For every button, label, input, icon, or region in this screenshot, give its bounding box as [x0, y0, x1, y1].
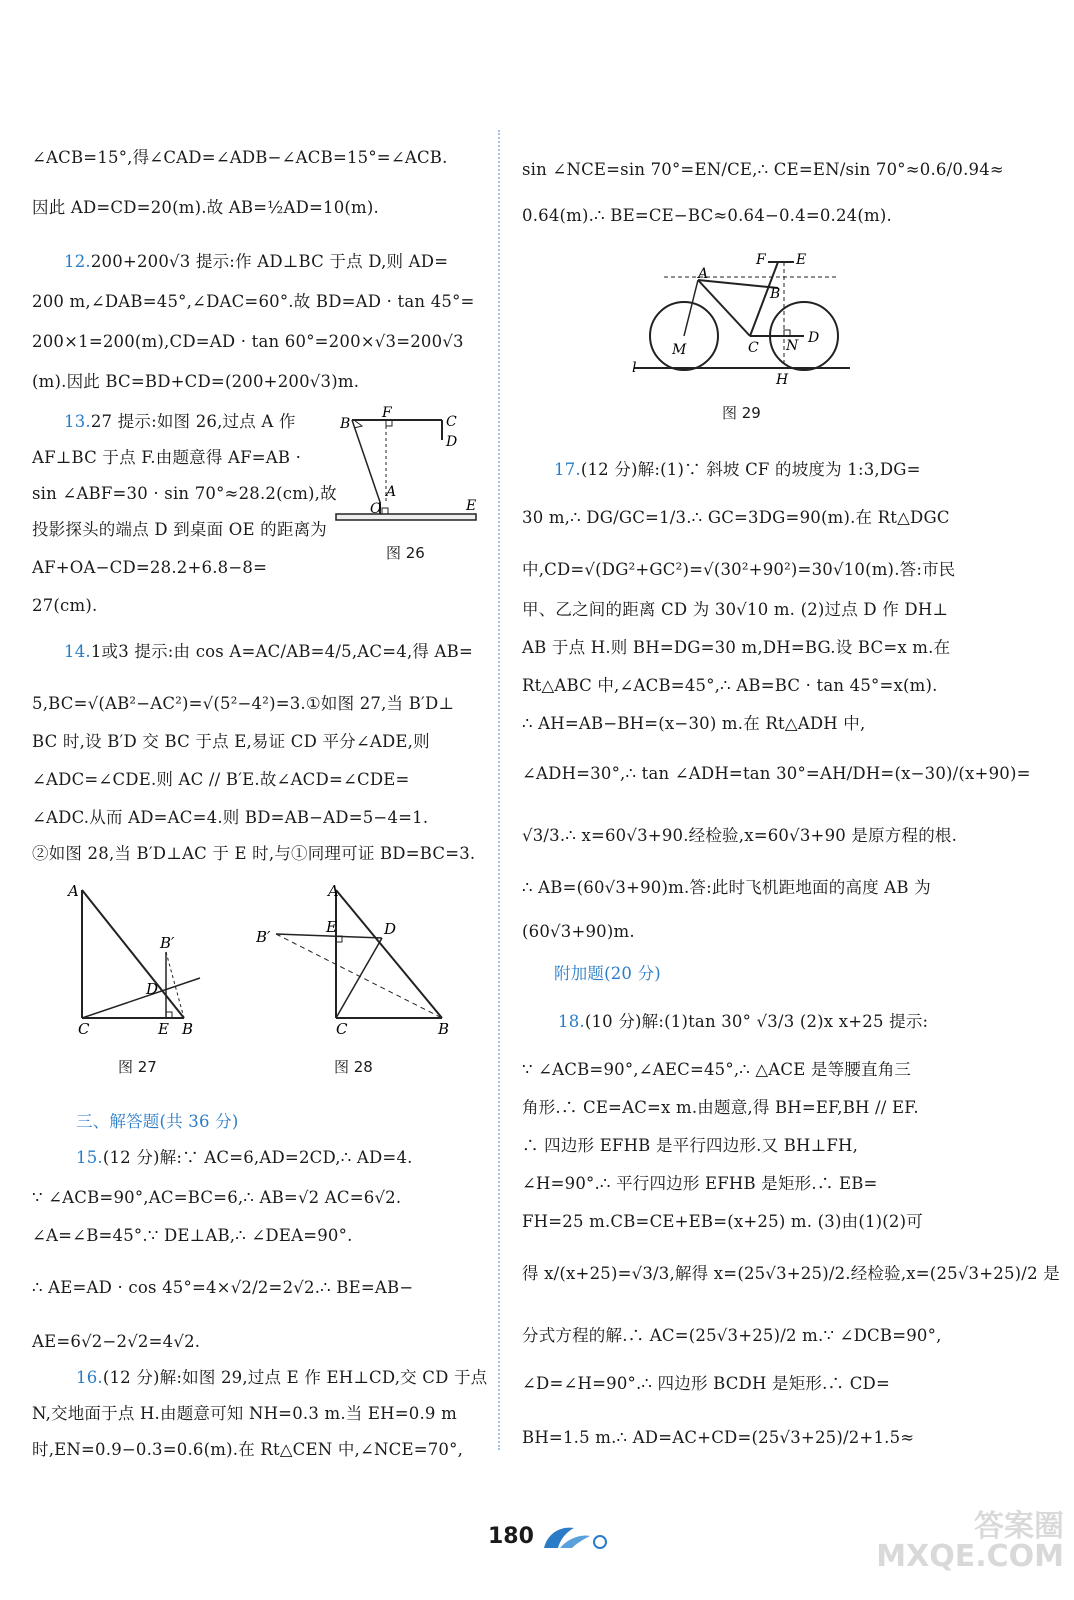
label-B-prime: B′	[160, 934, 175, 952]
text-line: ∠A=∠B=45°.∵ DE⊥AB,∴ ∠DEA=90°.	[32, 1226, 353, 1245]
label-D: D	[384, 920, 397, 938]
label-A: A	[68, 882, 79, 900]
text-line: ∠ADC.从而 AD=AC=4.则 BD=AB−AD=5−4=1.	[32, 808, 429, 827]
text-line: AF+OA−CD=28.2+6.8−8=	[32, 558, 268, 577]
text-line: (12 分)解:(1)∵ 斜坡 CF 的坡度为 1:3,DG=	[580, 460, 921, 479]
text-line: N,交地面于点 H.由题意可知 NH=0.3 m.当 EH=0.9 m	[32, 1404, 457, 1423]
problem-number: 12.	[64, 252, 91, 271]
text-line: 200 m,∠DAB=45°,∠DAC=60°.故 BD=AD · tan 45°=	[32, 292, 475, 311]
text-line: 0.64(m).∴ BE=CE−BC≈0.64−0.4=0.24(m).	[522, 206, 892, 225]
label-M: M	[672, 342, 687, 358]
section-title: 三、解答题(共 36 分)	[76, 1112, 239, 1131]
label-H: H	[776, 372, 789, 388]
problem-12	[64, 250, 448, 274]
text-line: ∴ AB=(60√3+90)m.答:此时飞机距地面的高度 AB 为	[522, 878, 931, 897]
text-line: 200×1=200(m),CD=AD · tan 60°=200×√3=200√3	[32, 332, 464, 351]
text-line: 5,BC=√(AB²−AC²)=√(5²−4²)=3.①如图 27,当 B′D⊥	[32, 694, 455, 713]
label-A: A	[698, 266, 709, 282]
text-line: 时,EN=0.9−0.3=0.6(m).在 Rt△CEN 中,∠NCE=70°,	[32, 1440, 464, 1459]
label-A: A	[328, 882, 339, 900]
text-line: 角形.∴ CE=AC=x m.由题意,得 BH=EF,BH // EF.	[522, 1098, 919, 1117]
column-divider	[498, 130, 500, 1450]
label-C: C	[748, 340, 759, 356]
caption-fig26: 图 26	[386, 544, 425, 562]
text-line: AE=6√2−2√2=4√2.	[32, 1332, 201, 1351]
text-line: sin ∠ABF=30 · sin 70°≈28.2(cm),故	[32, 484, 337, 503]
text-line: 27(cm).	[32, 596, 98, 615]
problem-number: 14.	[64, 642, 91, 661]
label-B-prime: B′	[256, 928, 271, 946]
problem-number: 17.	[554, 460, 581, 479]
text-line: sin ∠NCE=sin 70°=EN/CE,∴ CE=EN/sin 70°≈0.6/0.94≈	[522, 160, 1004, 179]
label-B: B	[770, 286, 781, 302]
label-F: F	[756, 252, 766, 268]
figure-29	[628, 244, 858, 390]
leaf-decoration-icon	[538, 1522, 614, 1552]
text-line: ∠ACB=15°,得∠CAD=∠ADB−∠ACB=15°=∠ACB.	[32, 148, 448, 167]
label-B: B	[340, 416, 351, 432]
text-line: 1或3 提示:由 cos A=AC/AB=4/5,AC=4,得 AB=	[90, 642, 474, 661]
caption-fig29: 图 29	[722, 404, 761, 422]
text-line: ∠ADH=30°,∴ tan ∠ADH=tan 30°=AH/DH=(x−30)/(x+90)=	[522, 764, 1031, 783]
text-line: 得 x/(x+25)=√3/3,解得 x=(25√3+25)/2.经检验,x=(25√3+25)/2 是	[522, 1264, 1060, 1283]
text-line: (12 分)解:如图 29,过点 E 作 EH⊥CD,交 CD 于点	[102, 1368, 488, 1387]
text-line: BC 时,设 B′D 交 BC 于点 E,易证 CD 平分∠ADE,则	[32, 732, 430, 751]
text-line: BH=1.5 m.∴ AD=AC+CD=(25√3+25)/2+1.5≈	[522, 1428, 915, 1447]
label-E: E	[158, 1020, 169, 1036]
text-line: (10 分)解:(1)tan 30° √3/3 (2)x x+25 提示:	[584, 1012, 929, 1031]
text-line: 200+200√3 提示:作 AD⊥BC 于点 D,则 AD=	[90, 252, 449, 271]
problem-number: 18.	[558, 1012, 585, 1031]
text-line: ∵ ∠ACB=90°,AC=BC=6,∴ AB=√2 AC=6√2.	[32, 1188, 402, 1207]
page-number: 180	[488, 1524, 534, 1549]
text-line: ∵ ∠ACB=90°,∠AEC=45°,∴ △ACE 是等腰直角三	[522, 1060, 912, 1079]
text-line: ②如图 28,当 B′D⊥AC 于 E 时,与①同理可证 BD=BC=3.	[32, 844, 476, 863]
watermark: 答案圈 MXQE.COM	[876, 1509, 1064, 1574]
label-O: O	[370, 501, 382, 517]
label-F: F	[382, 406, 392, 421]
extra-section-title: 附加题(20 分)	[554, 964, 661, 983]
label-D: D	[146, 980, 159, 998]
text-line: ∠D=∠H=90°.∴ 四边形 BCDH 是矩形.∴ CD=	[522, 1374, 890, 1393]
figure-26	[330, 406, 480, 534]
text-line: (12 分)解:∵ AC=6,AD=2CD,∴ AD=4.	[102, 1148, 413, 1167]
text-line: 因此 AD=CD=20(m).故 AB=½AD=10(m).	[32, 198, 379, 217]
problem-number: 15.	[76, 1148, 103, 1167]
problem-number: 13.	[64, 412, 91, 431]
label-C: C	[336, 1020, 348, 1036]
label-E: E	[466, 498, 477, 514]
problem-17	[554, 458, 921, 482]
text-line: ∠ADC=∠CDE.则 AC // B′E.故∠ACD=∠CDE=	[32, 770, 410, 789]
figure-28	[256, 876, 456, 1036]
label-E: E	[796, 252, 807, 268]
text-line: √3/3.∴ x=60√3+90.经检验,x=60√3+90 是原方程的根.	[522, 826, 958, 845]
caption-fig28: 图 28	[334, 1058, 373, 1076]
label-C: C	[78, 1020, 90, 1036]
label-D: D	[446, 434, 458, 450]
label-A: A	[386, 484, 397, 500]
text-line: 中,CD=√(DG²+GC²)=√(30²+90²)=30√10(m).答:市民	[522, 560, 956, 579]
label-E: E	[326, 918, 337, 936]
problem-15	[76, 1146, 413, 1170]
problem-18	[558, 1010, 928, 1034]
label-C: C	[446, 414, 457, 430]
text-line: ∴ AE=AD · cos 45°=4×√2/2=2√2.∴ BE=AB−	[32, 1278, 414, 1297]
figure-27	[60, 876, 220, 1036]
text-line: 甲、乙之间的距离 CD 为 30√10 m. (2)过点 D 作 DH⊥	[522, 600, 949, 619]
problem-13	[64, 410, 296, 434]
label-l: l	[632, 360, 637, 376]
text-line: 27 提示:如图 26,过点 A 作	[90, 412, 296, 431]
text-line: 30 m,∴ DG/GC=1/3.∴ GC=3DG=90(m).在 Rt△DGC	[522, 508, 950, 527]
label-B: B	[438, 1020, 450, 1036]
problem-16	[76, 1366, 487, 1390]
label-B: B	[182, 1020, 194, 1036]
text-line: 分式方程的解.∴ AC=(25√3+25)/2 m.∵ ∠DCB=90°,	[522, 1326, 942, 1345]
text-line: ∠H=90°.∴ 平行四边形 EFHB 是矩形.∴ EB=	[522, 1174, 878, 1193]
text-line: (m).因此 BC=BD+CD=(200+200√3)m.	[32, 372, 360, 391]
label-N: N	[786, 338, 799, 354]
text-line: 投影探头的端点 D 到桌面 OE 的距离为	[32, 520, 327, 539]
problem-number: 16.	[76, 1368, 103, 1387]
label-D: D	[808, 330, 820, 346]
problem-14	[64, 640, 473, 664]
text-line: Rt△ABC 中,∠ACB=45°,∴ AB=BC · tan 45°=x(m).	[522, 676, 938, 695]
text-line: AF⊥BC 于点 F.由题意得 AF=AB ·	[32, 448, 302, 467]
text-line: ∴ AH=AB−BH=(x−30) m.在 Rt△ADH 中,	[522, 714, 866, 733]
text-line: AB 于点 H.则 BH=DG=30 m,DH=BG.设 BC=x m.在	[522, 638, 951, 657]
caption-fig27: 图 27	[118, 1058, 157, 1076]
text-line: (60√3+90)m.	[522, 922, 635, 941]
text-line: ∴ 四边形 EFHB 是平行四边形.又 BH⊥FH,	[522, 1136, 859, 1155]
text-line: FH=25 m.CB=CE+EB=(x+25) m. (3)由(1)(2)可	[522, 1212, 923, 1231]
